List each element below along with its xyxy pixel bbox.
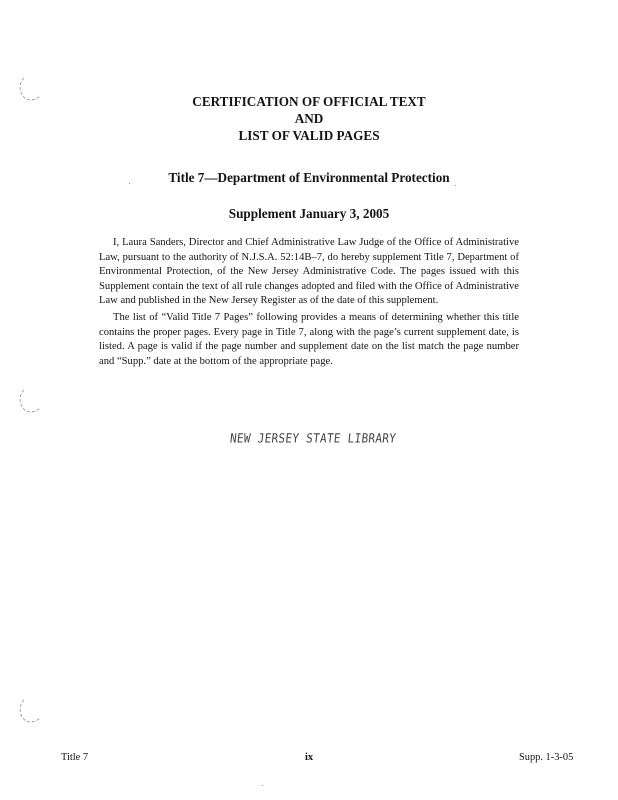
supplement-heading: Supplement January 3, 2005: [228, 206, 390, 221]
footer-page-number: ix: [304, 752, 314, 763]
title-heading: Title 7—Department of Environmental Protection: [168, 170, 450, 185]
library-stamp: NEW JERSEY STATE LIBRARY: [229, 431, 397, 446]
heading-line-3: LIST OF VALID PAGES: [238, 128, 380, 143]
valid-pages-paragraph: The list of “Valid Title 7 Pages” following provides a means of determining whether this title contains the proper pages. Every page in Title 7, along with the page’s current supplement date, is listed. A page is valid if the page number and supplement date on the list match the page number and “Supp.” date at the bottom of the appropriate page.: [99, 312, 519, 367]
footer-supplement-date: Supp. 1-3-05: [519, 752, 574, 763]
heading-line-1: CERTIFICATION OF OFFICIAL TEXT: [192, 94, 426, 109]
certification-paragraph: I, Laura Sanders, Director and Chief Administrative Law Judge of the Office of Administrative Law, pursuant to the authority of N.J.S.A. 52:14B–7, do hereby supplement Title 7, Department of Environmental Protection, of the New Jersey Administrative Code. The pages issued with this Supplement contain the text of all rule changes adopted and filed with the Office of Administrative Law and published in the New Jersey Register as of the date of this supplement.: [99, 237, 519, 307]
footer-title: Title 7: [61, 752, 89, 763]
punch-hole-mark-middle: [16, 386, 46, 416]
heading-line-2: AND: [294, 111, 324, 126]
punch-hole-mark-bottom: [16, 696, 46, 726]
certification-heading: [0, 93, 618, 144]
scan-speck: [262, 785, 263, 786]
